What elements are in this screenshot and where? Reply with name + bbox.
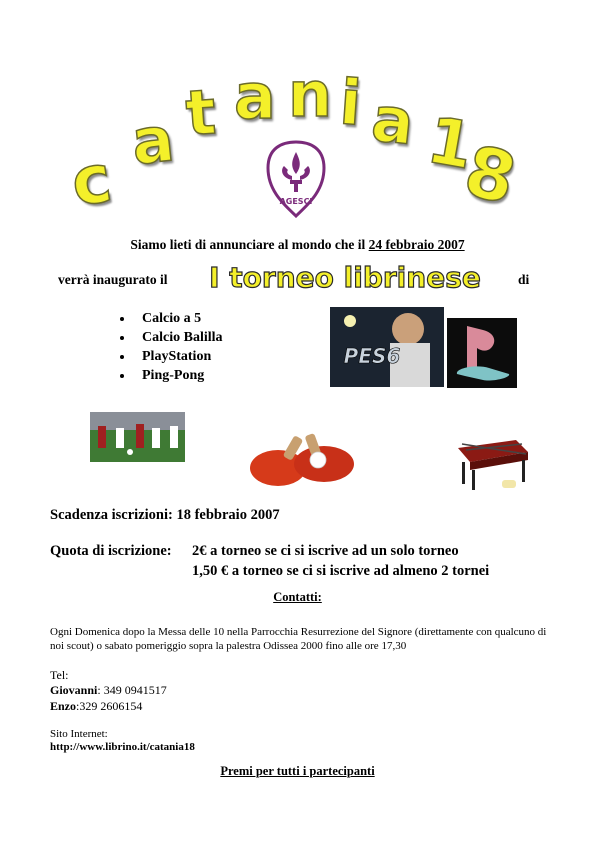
title-letter: a [128,102,178,179]
prizes-note: Premi per tutti i partecipanti [220,764,375,778]
pes6-cover-image [330,307,444,387]
title-letter: n [288,58,333,131]
list-item [118,309,223,328]
title-letter: t [183,75,219,150]
phone-contact [50,683,167,698]
game-label: Calcio Balilla [142,330,223,345]
title-letter: i [337,65,364,140]
bullet-icon [120,355,124,359]
logo-text: AGESCI [279,197,313,206]
contact-name: Enzo [50,699,77,713]
title-letter: a [368,82,418,159]
contact-phone: 349 0941517 [103,683,167,697]
games-list [118,309,223,385]
game-label: PlayStation [142,349,212,364]
tournament-banner [200,262,490,292]
agesci-logo [262,140,330,218]
soccer-players-photo [90,412,185,462]
contact-separator: : [76,699,80,713]
game-label: Calcio a 5 [142,311,202,326]
bullet-icon [120,374,124,378]
bullet-icon [120,336,124,340]
title-letter: a [234,60,276,133]
game-label: Ping-Pong [142,368,205,383]
fee-line-2: 1,50 € a torneo se ci si iscrive ad almeno 2 tornei [192,563,490,579]
announcement [0,237,595,253]
title-letter: 8 [456,129,524,221]
fee-label: Quota di iscrizione: [50,543,172,559]
playstation-logo-image [447,318,517,388]
website-label: Sito Internet: [50,728,108,740]
announcement-text: Siamo lieti di annunciare al mondo che il [130,237,366,252]
inauguration-prefix: verrà inaugurato il [58,272,168,287]
list-item [118,366,223,385]
pes6-text: PES6 [343,344,401,368]
contacts-heading: Contatti: [273,590,322,604]
tel-label: Tel: [50,668,69,682]
registration-deadline: Scadenza iscrizioni: 18 febbraio 2007 [50,507,280,523]
ping-pong-paddles-image [248,430,356,488]
title-letter: 1 [421,103,479,185]
inauguration-suffix: di [518,272,530,287]
fee-line-1: 2€ a torneo se ci si iscrive ad un solo torneo [192,543,459,559]
contact-name: Giovanni [50,683,98,697]
list-item [118,347,223,366]
phone-contact [50,699,142,714]
list-item [118,328,223,347]
title-letter: c [66,139,117,222]
foosball-table-image [452,432,530,494]
website-url[interactable]: http://www.librino.it/catania18 [50,741,195,753]
contact-phone: 329 2606154 [79,699,143,713]
contacts-paragraph: Ogni Domenica dopo la Messa delle 10 nella Parrocchia Resurrezione del Signore (direttamente con qualcuno di noi scout) o sabato pomeriggio sopra la palestra Odissea 2000 fino alle ore 17,30 [50,626,547,653]
bullet-icon [120,317,124,321]
announcement-date: 24 febbraio 2007 [368,237,465,252]
contact-separator: : [97,683,104,697]
banner-text: I torneo librinese [209,262,481,292]
